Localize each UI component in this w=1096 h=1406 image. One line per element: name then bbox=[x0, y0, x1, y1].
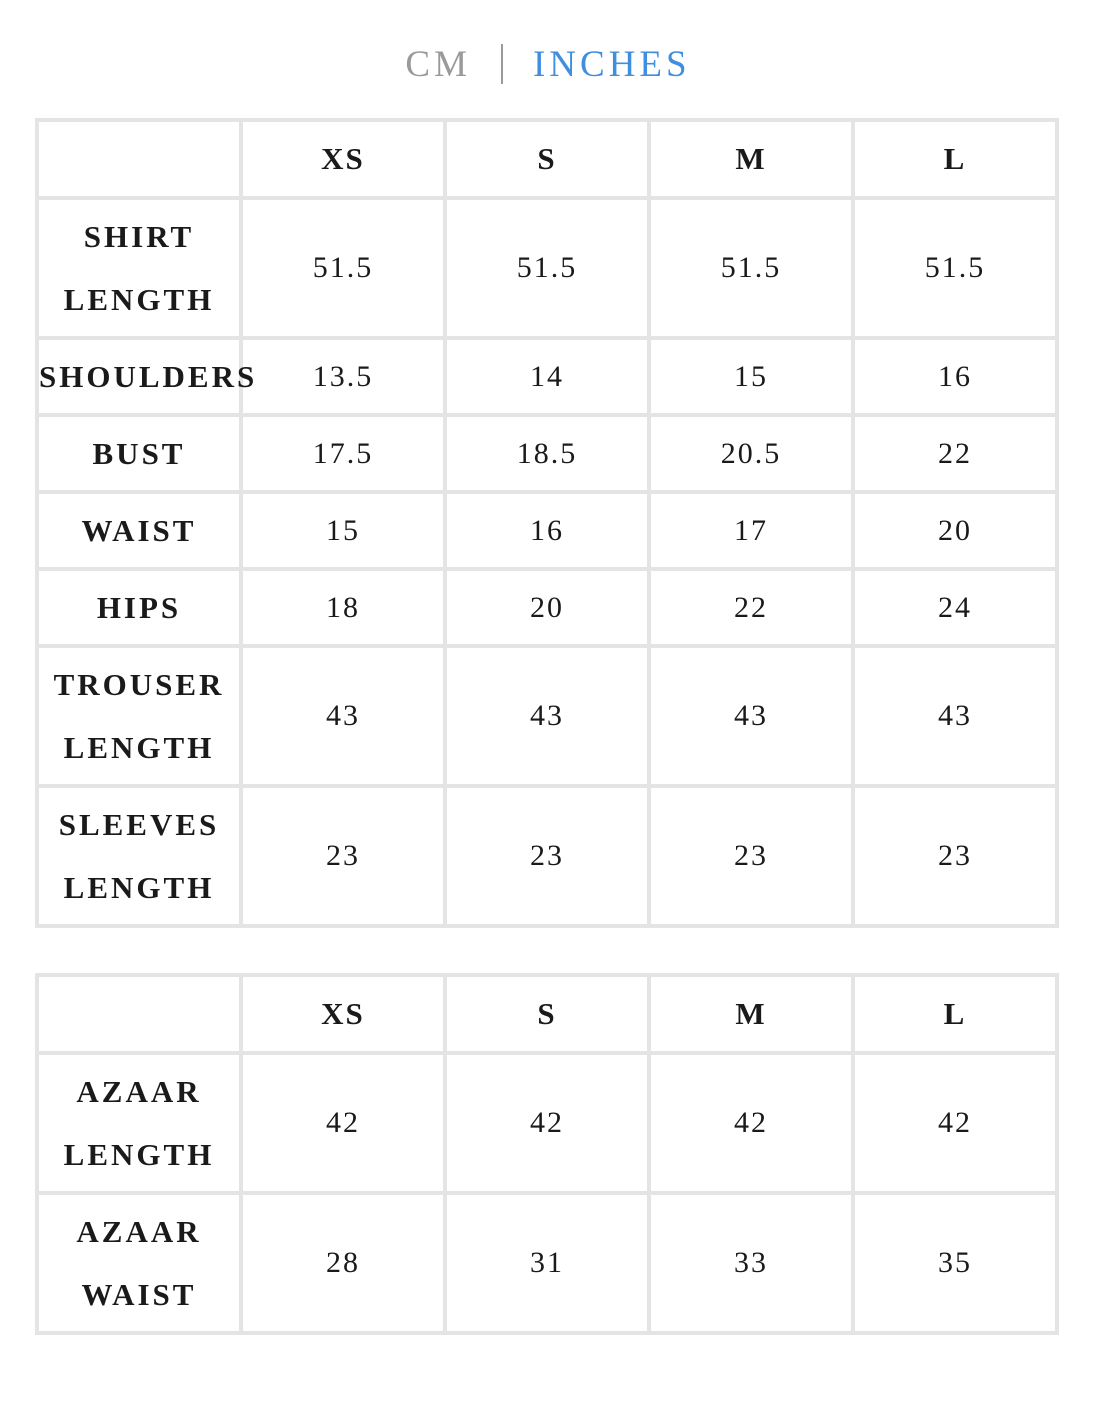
measurement-label-line: AZAAR bbox=[76, 1074, 202, 1109]
measurement-label-line: TROUSER bbox=[53, 667, 225, 702]
header-corner-cell bbox=[37, 120, 241, 198]
size-header-m: M bbox=[649, 975, 853, 1053]
measurement-value-cell: 28 bbox=[241, 1193, 445, 1333]
table-row bbox=[37, 492, 1057, 569]
table-header-row bbox=[37, 975, 1057, 1053]
size-header-m: M bbox=[649, 120, 853, 198]
table-row bbox=[37, 415, 1057, 492]
measurement-label-line: SHOULDERS bbox=[39, 359, 258, 394]
table-row bbox=[37, 786, 1057, 926]
measurement-label bbox=[37, 492, 241, 569]
measurement-value-cell: 15 bbox=[649, 338, 853, 415]
size-header-l: L bbox=[853, 975, 1057, 1053]
measurement-value-cell: 18.5 bbox=[445, 415, 649, 492]
unit-inches-option[interactable]: INCHES bbox=[532, 43, 691, 85]
measurement-value-cell: 14 bbox=[445, 338, 649, 415]
measurement-value-cell: 43 bbox=[241, 646, 445, 786]
measurement-label bbox=[37, 338, 258, 415]
table-header-row bbox=[37, 120, 1057, 198]
measurement-value-cell: 35 bbox=[853, 1193, 1057, 1333]
measurement-value-cell: 20.5 bbox=[649, 415, 853, 492]
measurement-value-cell: 43 bbox=[649, 646, 853, 786]
measurement-value-cell: 43 bbox=[445, 646, 649, 786]
measurement-value-cell: 51.5 bbox=[241, 198, 445, 338]
table-row bbox=[37, 646, 1057, 786]
measurement-value-cell: 42 bbox=[853, 1053, 1057, 1193]
measurement-value-cell: 24 bbox=[853, 569, 1057, 646]
size-header-s: S bbox=[445, 975, 649, 1053]
measurement-value-cell: 17 bbox=[649, 492, 853, 569]
measurement-label bbox=[37, 1193, 241, 1333]
measurement-label-line: BUST bbox=[92, 436, 186, 471]
size-chart-table-main bbox=[35, 118, 1059, 928]
measurement-value-cell: 42 bbox=[445, 1053, 649, 1193]
measurement-value-cell: 15 bbox=[241, 492, 445, 569]
measurement-value-cell: 33 bbox=[649, 1193, 853, 1333]
measurement-value-cell: 16 bbox=[445, 492, 649, 569]
measurement-value-cell: 13.5 bbox=[241, 338, 445, 415]
table-row bbox=[37, 338, 1057, 415]
measurement-label-line: AZAAR bbox=[76, 1214, 202, 1249]
measurement-value-cell: 17.5 bbox=[241, 415, 445, 492]
measurement-label bbox=[37, 415, 241, 492]
size-header-l: L bbox=[853, 120, 1057, 198]
measurement-label-line: WAIST bbox=[81, 1277, 197, 1312]
table-row bbox=[37, 569, 1057, 646]
table-row bbox=[37, 1193, 1057, 1333]
measurement-value-cell: 42 bbox=[649, 1053, 853, 1193]
measurement-label-line: LENGTH bbox=[63, 1137, 215, 1172]
measurement-label-line: WAIST bbox=[81, 513, 197, 548]
table-row bbox=[37, 198, 1057, 338]
measurement-value-cell: 51.5 bbox=[853, 198, 1057, 338]
measurement-value-cell: 43 bbox=[853, 646, 1057, 786]
measurement-value-cell: 23 bbox=[241, 786, 445, 926]
measurement-value-cell: 23 bbox=[649, 786, 853, 926]
size-header-s: S bbox=[445, 120, 649, 198]
measurement-label bbox=[37, 569, 241, 646]
unit-cm-option[interactable]: CM bbox=[405, 43, 471, 85]
measurement-label bbox=[37, 1053, 241, 1193]
measurement-label bbox=[37, 786, 241, 926]
unit-toggle bbox=[0, 36, 1096, 92]
size-chart-table-azaar bbox=[35, 973, 1059, 1335]
measurement-label-line: LENGTH bbox=[63, 730, 215, 765]
measurement-value-cell: 22 bbox=[649, 569, 853, 646]
measurement-label-line: LENGTH bbox=[63, 282, 215, 317]
measurement-value-cell: 31 bbox=[445, 1193, 649, 1333]
size-header-xs: XS bbox=[241, 975, 445, 1053]
measurement-label bbox=[37, 646, 241, 786]
measurement-value-cell: 22 bbox=[853, 415, 1057, 492]
measurement-label-line: SHIRT bbox=[83, 219, 195, 254]
measurement-value-cell: 51.5 bbox=[445, 198, 649, 338]
measurement-label-line: LENGTH bbox=[63, 870, 215, 905]
measurement-value-cell: 42 bbox=[241, 1053, 445, 1193]
measurement-label-line: SLEEVES bbox=[58, 807, 220, 842]
unit-divider bbox=[501, 44, 503, 84]
table-row bbox=[37, 1053, 1057, 1193]
measurement-value-cell: 16 bbox=[853, 338, 1057, 415]
measurement-label-line: HIPS bbox=[96, 590, 182, 625]
size-header-xs: XS bbox=[241, 120, 445, 198]
header-corner-cell bbox=[37, 975, 241, 1053]
measurement-value-cell: 20 bbox=[853, 492, 1057, 569]
measurement-label bbox=[37, 198, 241, 338]
measurement-value-cell: 23 bbox=[445, 786, 649, 926]
measurement-value-cell: 51.5 bbox=[649, 198, 853, 338]
measurement-value-cell: 18 bbox=[241, 569, 445, 646]
measurement-value-cell: 20 bbox=[445, 569, 649, 646]
measurement-value-cell: 23 bbox=[853, 786, 1057, 926]
